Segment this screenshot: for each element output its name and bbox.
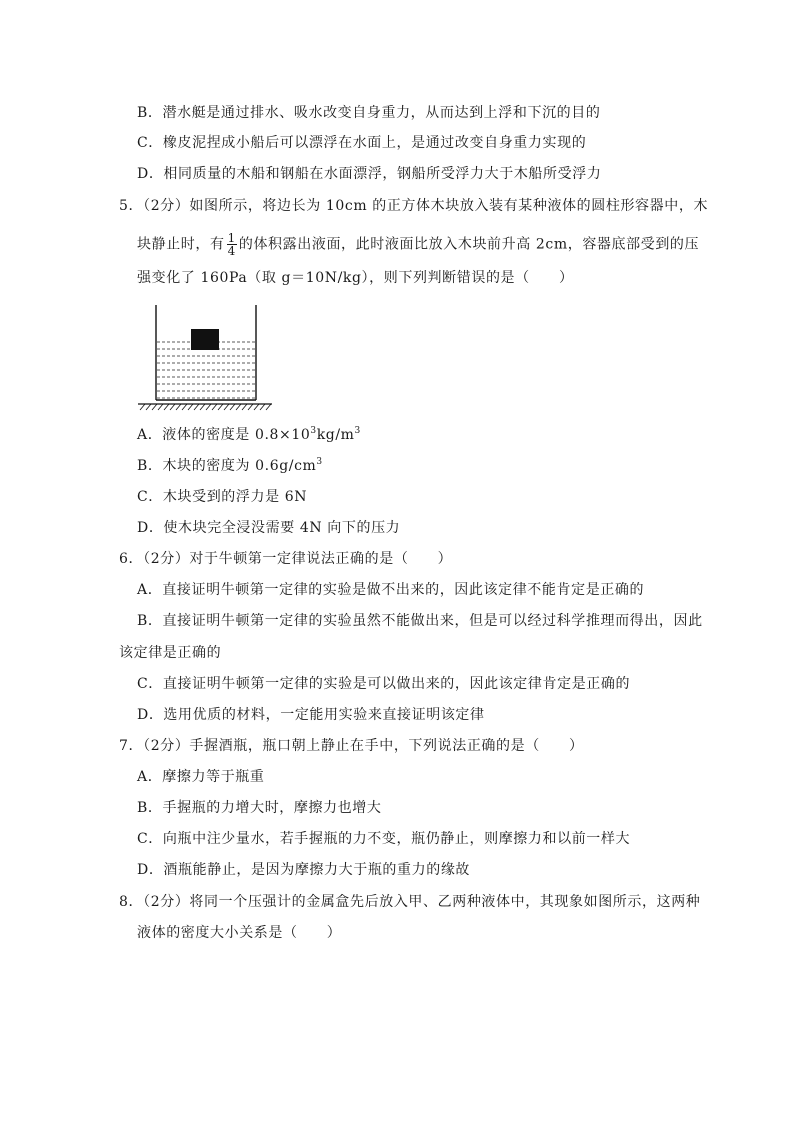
- q5-option-a-unit-exponent: 3: [354, 426, 361, 436]
- q7-option-b: B．手握瓶的力增大时，摩擦力也增大: [137, 800, 382, 816]
- q5-option-a-exponent: 3: [310, 426, 317, 436]
- q6-option-b-line1: B．直接证明牛顿第一定律的实验虽然不能做出来，但是可以经过科学推理而得出，因此: [137, 613, 703, 629]
- container-walls: [156, 305, 256, 400]
- q5-option-b: [137, 456, 323, 476]
- q7-option-c: C．向瓶中注少量水，若手握瓶的力不变，瓶仍静止，则摩擦力和以前一样大: [137, 831, 631, 847]
- fraction-denominator: 4: [227, 244, 236, 258]
- q5-stem-line2-pre: 块静止时，有: [137, 236, 225, 253]
- q6-option-d: D．选用优质的材料，一定能用实验来直接证明该定律: [137, 707, 485, 723]
- q8-stem-line2: 液体的密度大小关系是（ ）: [137, 925, 342, 941]
- q6-stem: 6．（2分）对于牛顿第一定律说法正确的是（ ）: [119, 551, 453, 567]
- q6-option-c: C．直接证明牛顿第一定律的实验是可以做出来的，因此该定律肯定是正确的: [137, 676, 631, 692]
- q5-option-c: C．木块受到的浮力是 6N: [137, 489, 308, 505]
- q5-option-d: D．使木块完全浸没需要 4N 向下的压力: [137, 520, 401, 536]
- q5-stem-line3: 强变化了 160Pa（取 g＝10N/kg），则下列判断错误的是（ ）: [137, 270, 574, 286]
- q5-stem-line2: [137, 232, 699, 257]
- fraction-numerator: 1: [227, 231, 236, 245]
- q5-option-a-text: A．液体的密度是 0.8×10: [137, 427, 311, 443]
- q4-option-b: B．潜水艇是通过排水、吸水改变自身重力，从而达到上浮和下沉的目的: [137, 105, 601, 121]
- wooden-block: [191, 329, 219, 350]
- q5-stem-line2-post: 的体积露出液面，此时液面比放入木块前升高 2cm，容器底部受到的压: [238, 236, 700, 253]
- q7-stem: 7．（2分）手握酒瓶，瓶口朝上静止在手中，下列说法正确的是（ ）: [119, 738, 584, 754]
- ground-hatching: [138, 404, 272, 410]
- fraction-one-quarter: [227, 232, 237, 257]
- container-block-figure: [136, 300, 276, 412]
- q6-option-b-line2: 该定律是正确的: [119, 645, 222, 661]
- liquid-surface-lines: [157, 342, 255, 398]
- q4-option-d: D．相同质量的木船和钢船在水面漂浮，钢船所受浮力大于木船所受浮力: [137, 166, 602, 182]
- q5-option-b-text: B．木块的密度为 0.6g/cm: [137, 458, 317, 474]
- q5-option-b-exponent: 3: [316, 457, 323, 467]
- q5-option-a-unit: kg/m: [316, 427, 355, 443]
- q7-option-a: A．摩擦力等于瓶重: [137, 769, 265, 785]
- q5-stem-line1: 5．（2分）如图所示，将边长为 10cm 的正方体木块放入装有某种液体的圆柱形容器中，木: [119, 198, 709, 214]
- q8-stem-line1: 8．（2分）将同一个压强计的金属盒先后放入甲、乙两种液体中，其现象如图所示，这两种: [119, 894, 701, 910]
- q6-option-a: A．直接证明牛顿第一定律的实验是做不出来的，因此该定律不能肯定是正确的: [137, 582, 645, 598]
- q5-option-a: [137, 425, 361, 445]
- q4-option-c: C．橡皮泥捏成小船后可以漂浮在水面上，是通过改变自身重力实现的: [137, 135, 587, 151]
- q7-option-d: D．酒瓶能静止，是因为摩擦力大于瓶的重力的缘故: [137, 862, 471, 878]
